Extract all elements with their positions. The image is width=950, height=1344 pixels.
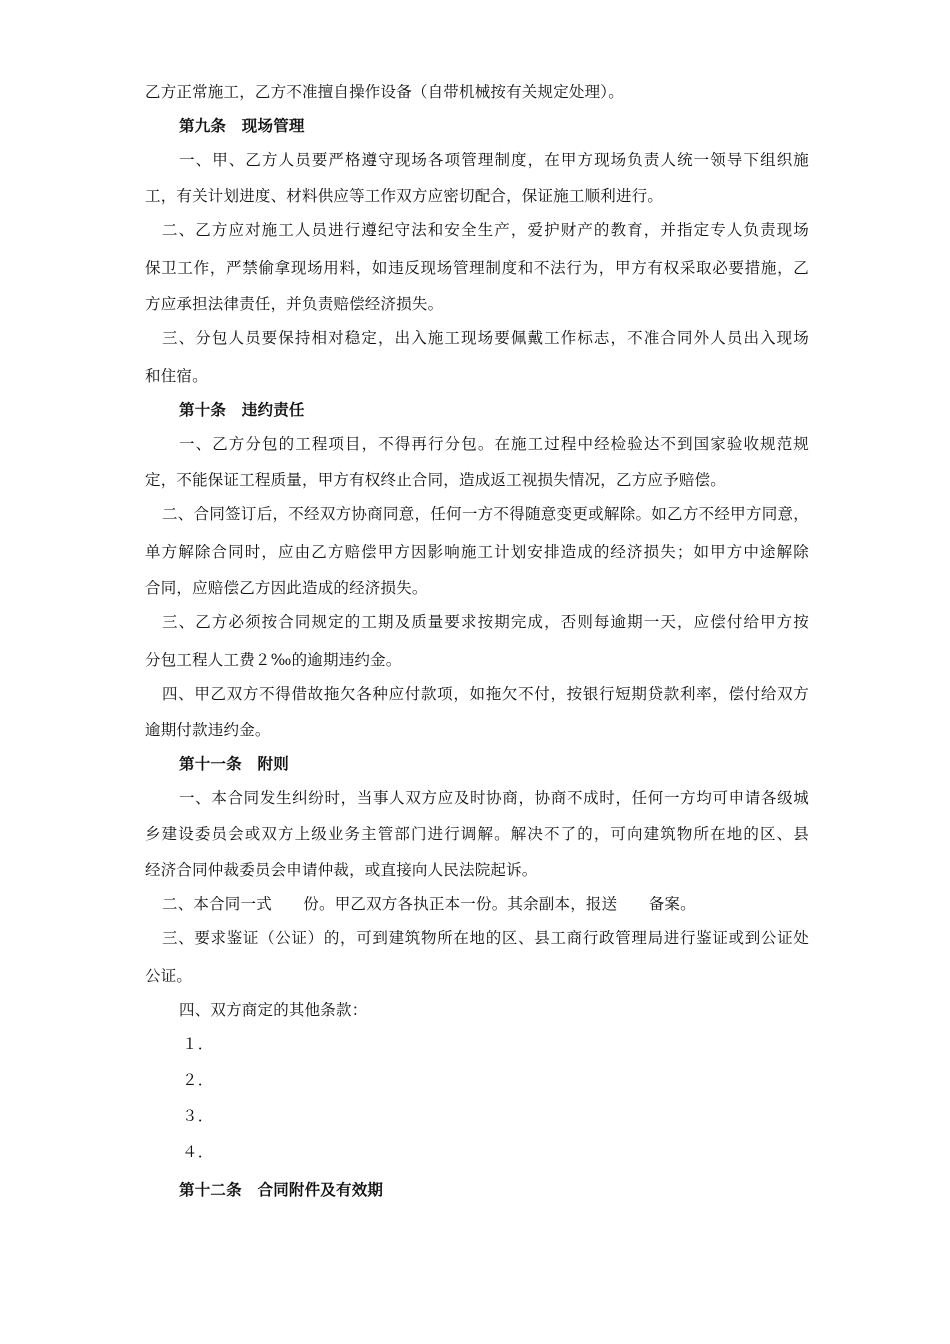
body-line: 定，不能保证工程质量，甲方有权终止合同，造成返工视损失情况，乙方应予赔偿。 — [145, 471, 726, 489]
body-line: 分包工程人工费２‰的逾期违约金。 — [145, 651, 402, 669]
body-line: 逾期付款违约金。 — [145, 721, 271, 739]
body-line: 一、甲、乙方人员要严格遵守现场各项管理制度，在甲方现场负责人统一领导下组织施 — [179, 151, 809, 169]
section-heading-11: 第十一条 附则 — [179, 754, 289, 773]
body-line: 方应承担法律责任，并负责赔偿经济损失。 — [145, 295, 444, 313]
body-line: 工，有关计划进度、材料供应等工作双方应密切配合，保证施工顺利进行。 — [145, 187, 664, 205]
body-line: 一、本合同发生纠纷时，当事人双方应及时协商，协商不成时，任何一方均可申请各级城 — [179, 789, 809, 807]
body-line: 四、甲乙双方不得借故拖欠各种应付款项，如拖欠不付，按银行短期贷款利率，偿付给双方 — [162, 685, 809, 703]
body-line: 三、乙方必须按合同规定的工期及质量要求按期完成，否则每逾期一天，应偿付给甲方按 — [162, 613, 809, 631]
body-line: 经济合同仲裁委员会申请仲裁，或直接向人民法院起诉。 — [145, 861, 538, 879]
body-line: 单方解除合同时，应由乙方赔偿甲方因影响施工计划安排造成的经济损失；如甲方中途解除 — [145, 543, 809, 561]
section-heading-12: 第十二条 合同附件及有效期 — [179, 1180, 384, 1199]
body-line: 乙方正常施工，乙方不准擅自操作设备（自带机械按有关规定处理）。 — [145, 83, 624, 101]
body-line: 保卫工作，严禁偷拿现场用料，如违反现场管理制度和不法行为，甲方有权采取必要措施，乙 — [145, 259, 809, 277]
body-line: 公证。 — [145, 967, 193, 985]
body-line: 一、乙方分包的工程项目，不得再行分包。在施工过程中经检验达不到国家验收规范规 — [179, 435, 809, 453]
body-line: 二、乙方应对施工人员进行遵纪守法和安全生产，爱护财产的教育，并指定专人负责现场 — [162, 221, 809, 239]
section-heading-9: 第九条 现场管理 — [179, 116, 305, 135]
body-line: 和住宿。 — [145, 367, 208, 385]
list-item: １． — [182, 1035, 214, 1053]
body-line: 乡建设委员会或双方上级业务主管部门进行调解。解决不了的，可向建筑物所在地的区、县 — [145, 825, 809, 843]
body-line: 二、本合同一式 份。甲乙双方各执正本一份。其余副本，报送 备案。 — [162, 895, 696, 913]
body-line: 合同，应赔偿乙方因此造成的经济损失。 — [145, 579, 428, 597]
list-item: ４． — [182, 1143, 214, 1161]
list-item: ２． — [182, 1071, 214, 1089]
body-line: 四、双方商定的其他条款： — [179, 1001, 368, 1019]
list-item: ３． — [182, 1107, 214, 1125]
body-line: 二、合同签订后，不经双方协商同意，任何一方不得随意变更或解除。如乙方不经甲方同意， — [162, 505, 809, 523]
body-line: 三、要求鉴证（公证）的，可到建筑物所在地的区、县工商行政管理局进行鉴证或到公证处 — [162, 929, 809, 947]
section-heading-10: 第十条 违约责任 — [179, 400, 305, 419]
body-line: 三、分包人员要保持相对稳定，出入施工现场要佩戴工作标志，不准合同外人员出入现场 — [162, 329, 809, 347]
